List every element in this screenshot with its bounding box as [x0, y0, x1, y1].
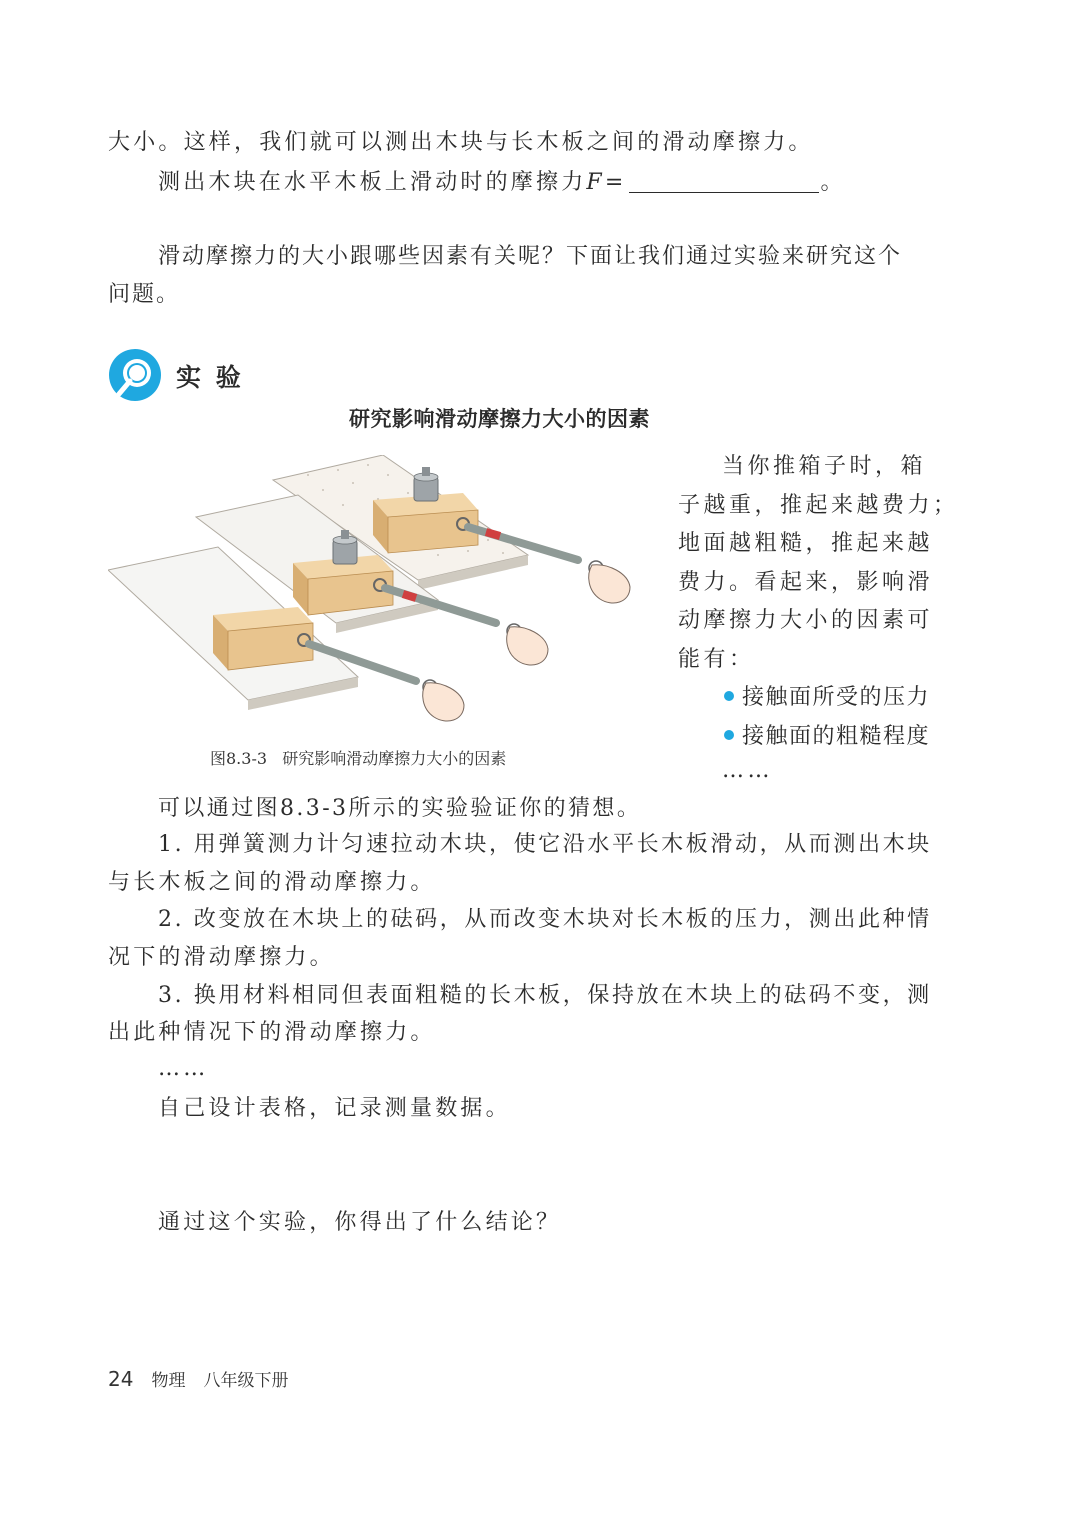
factor-label: 接触面的粗糙程度	[742, 723, 931, 749]
figure-caption: 图8.3-3 研究影响滑动摩擦力大小的因素	[210, 749, 507, 768]
side-line: 动摩擦力大小的因素可	[678, 608, 934, 633]
step-1-line: 与长木板之间的滑动摩擦力。	[108, 870, 436, 895]
step-2-line: 况下的滑动摩擦力。	[108, 945, 335, 970]
side-line: 当你推箱子时，箱	[722, 454, 927, 479]
side-line: 能有：	[678, 646, 755, 672]
force-variable: F=	[586, 170, 627, 195]
step-3-line: 3. 换用材料相同但表面粗糙的长木板，保持放在木块上的砝码不变，测	[158, 983, 932, 1008]
question-line: 滑动摩擦力的大小跟哪些因素有关呢？下面让我们通过实验来研究这个	[158, 244, 903, 269]
factor-item	[678, 718, 959, 757]
friction-experiment-illustration	[108, 455, 668, 745]
verify-line: 可以通过图8.3-3所示的实验验证你的猜想。	[158, 796, 642, 821]
side-line: 费力。看起来，影响滑	[678, 569, 934, 595]
page-number: 24	[108, 1367, 134, 1391]
factor-ellipsis: ……	[722, 758, 773, 783]
step-2-line: 2. 改变放在木块上的砝码，从而改变木块对长木板的压力，测出此种情	[158, 907, 932, 932]
factor-item	[678, 679, 959, 718]
bullet-icon	[724, 691, 734, 701]
step-1-line: 1. 用弹簧测力计匀速拉动木块，使它沿水平长木板滑动，从而测出木块	[158, 832, 932, 857]
experiment-title: 研究影响滑动摩擦力大小的因素	[349, 407, 650, 431]
paragraph-line: 大小。这样，我们就可以测出木块与长木板之间的滑动摩擦力。	[108, 130, 814, 155]
question-line: 问题。	[108, 282, 181, 307]
grade-label: 八年级下册	[203, 1371, 289, 1391]
step-3-line: 出此种情况下的滑动摩擦力。	[108, 1020, 436, 1045]
experiment-heading: 实 验	[176, 363, 244, 392]
conclusion-question: 通过这个实验，你得出了什么结论？	[158, 1210, 562, 1235]
answer-blank[interactable]	[629, 166, 819, 193]
subject-name: 物理	[151, 1371, 186, 1391]
page-footer	[108, 1366, 288, 1391]
record-line: 自己设计表格，记录测量数据。	[158, 1096, 511, 1121]
magnifier-icon	[108, 348, 162, 402]
side-line: 地面越粗糙，推起来越	[678, 531, 934, 556]
steps-ellipsis: ……	[158, 1056, 209, 1081]
side-text	[678, 448, 959, 786]
side-line: 子越重，推起来越费力；	[678, 492, 959, 518]
measure-suffix: 。	[820, 170, 846, 195]
bullet-icon	[724, 730, 734, 740]
measure-line	[158, 164, 846, 202]
factor-label: 接触面所受的压力	[742, 685, 931, 710]
measure-prefix: 测出木块在水平木板上滑动时的摩擦力	[158, 170, 587, 195]
